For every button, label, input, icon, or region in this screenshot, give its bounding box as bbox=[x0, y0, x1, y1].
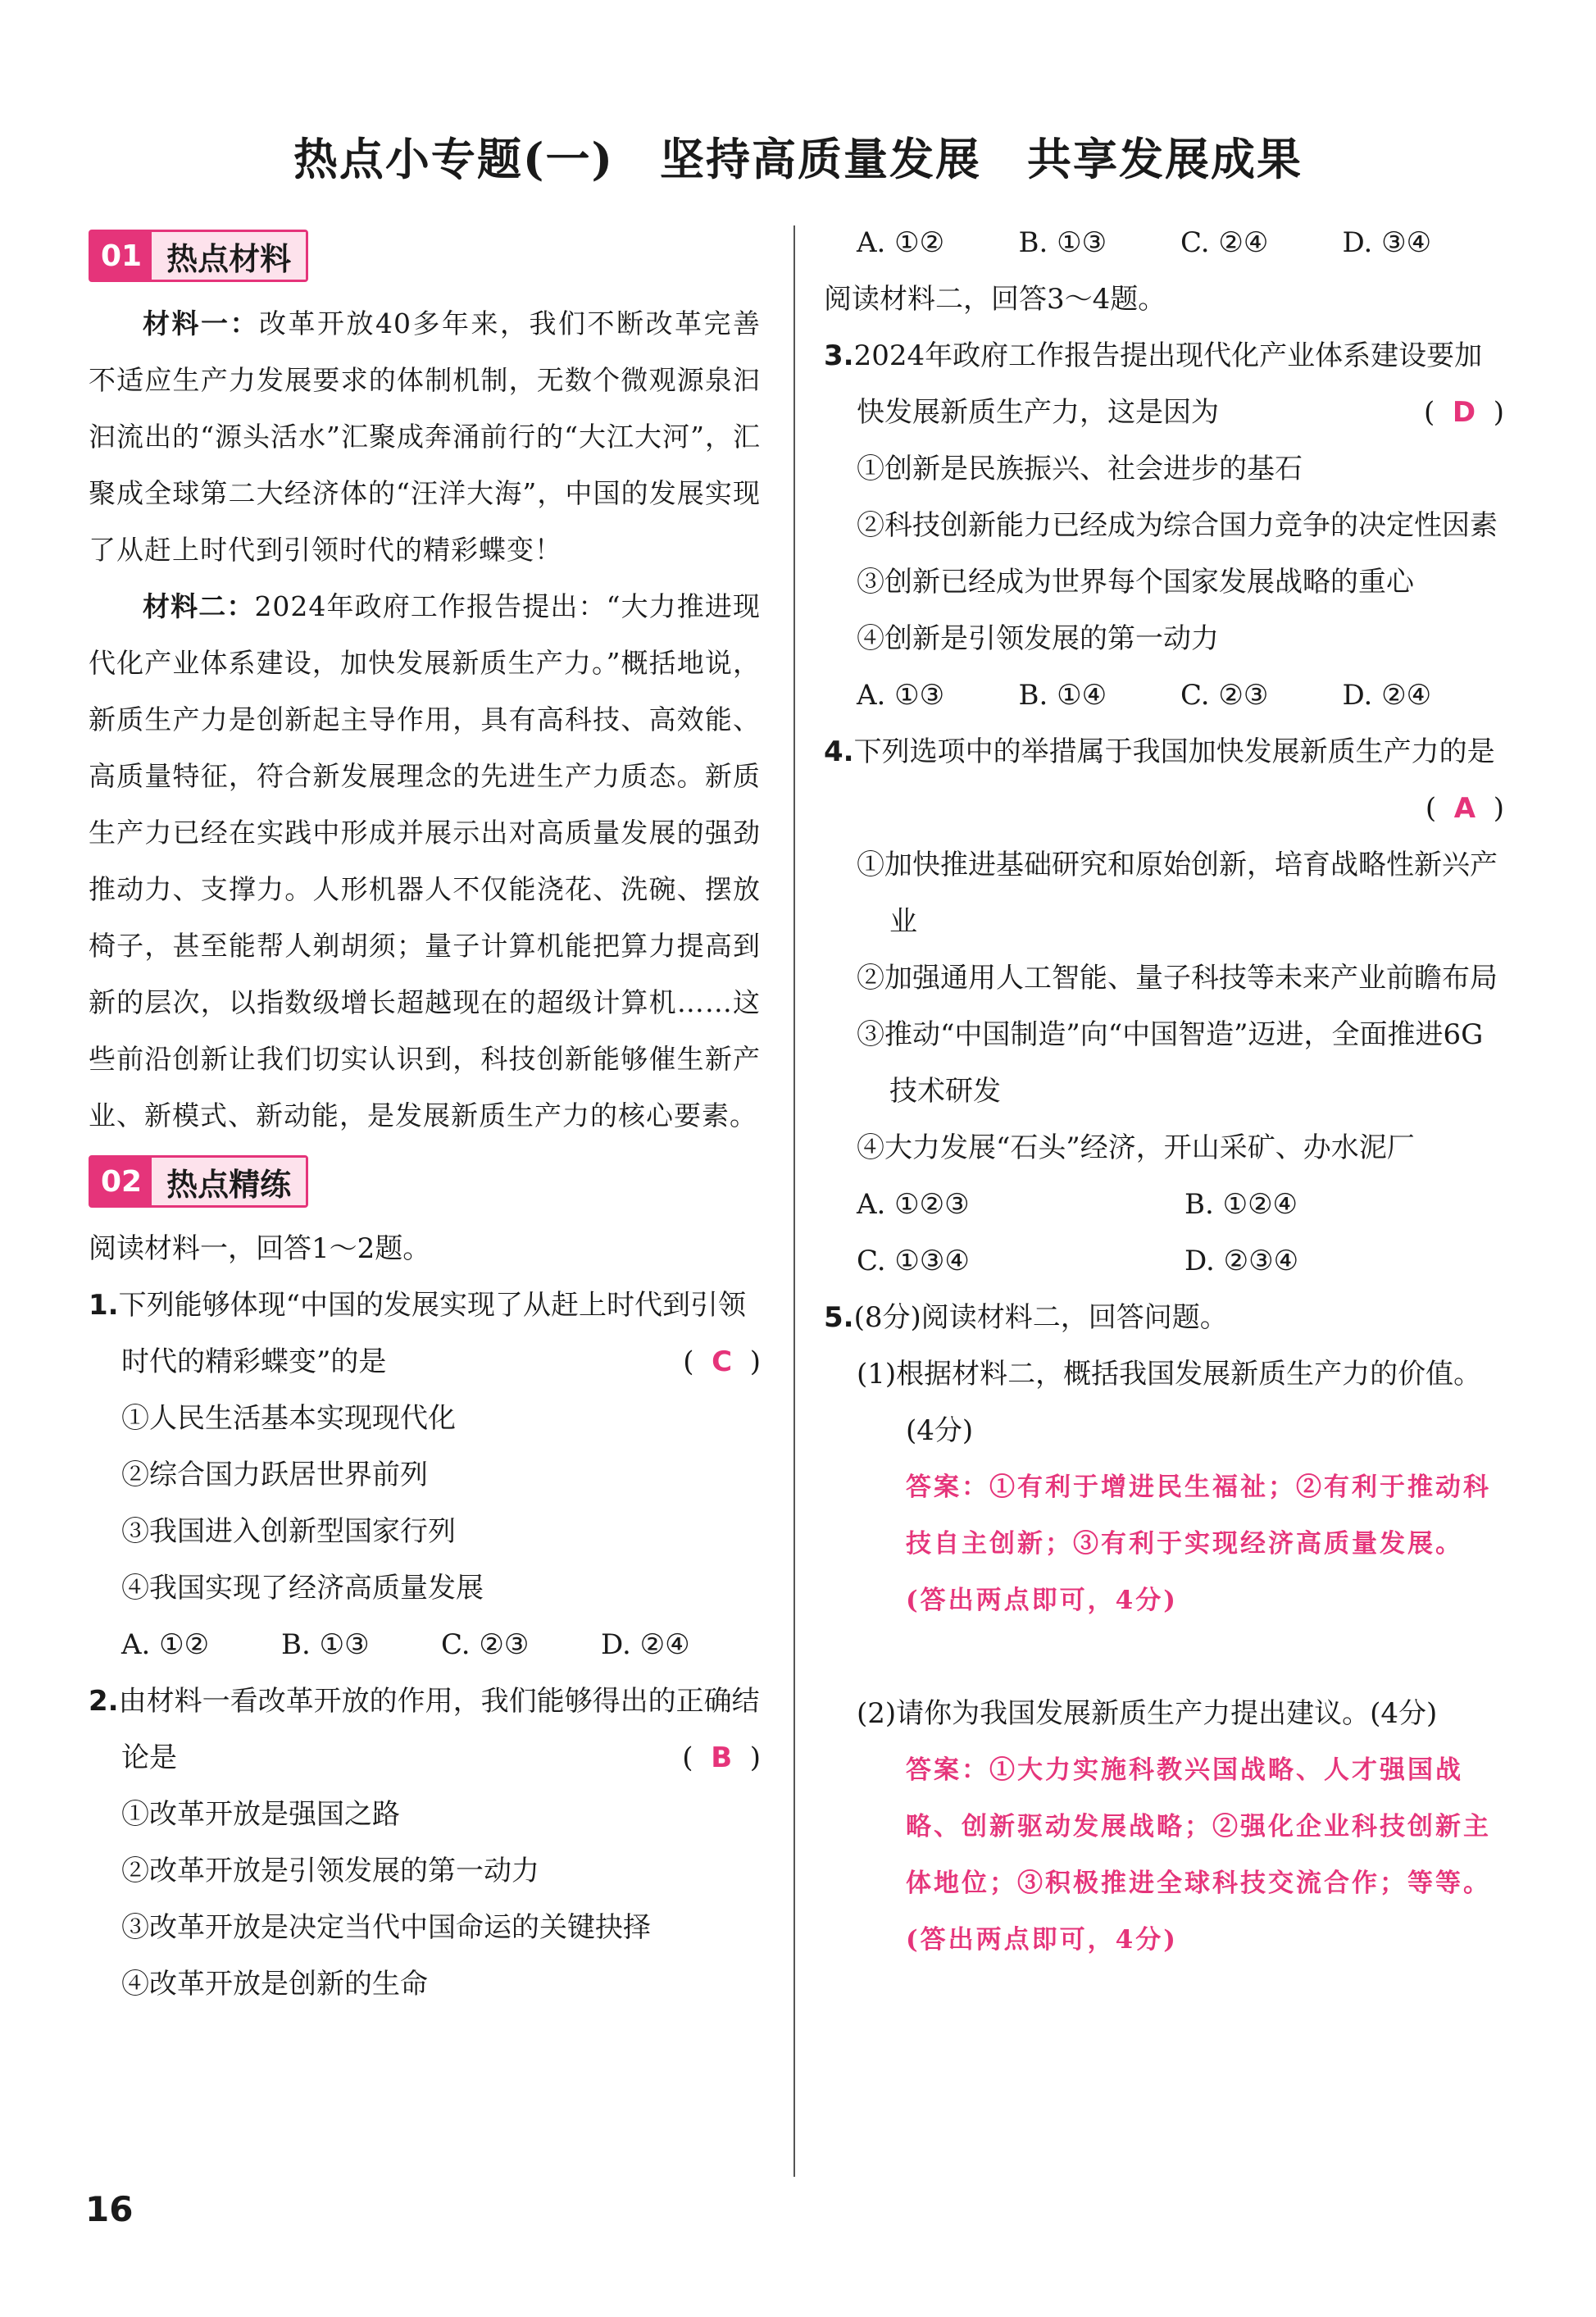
choice-row bbox=[824, 667, 1504, 724]
column-divider bbox=[793, 225, 795, 2177]
option-item: ②综合国力跃居世界前列 bbox=[121, 1459, 428, 1491]
choice-row bbox=[824, 215, 1504, 271]
question-number: 2. bbox=[89, 1685, 119, 1718]
section-header-materials bbox=[89, 230, 308, 282]
option-item: ①加快推进基础研究和原始创新，培育战略性新兴产业 bbox=[857, 849, 1498, 938]
option-item: ①改革开放是强国之路 bbox=[121, 1798, 400, 1831]
page-title: 热点小专题(一) 坚持高质量发展 共享发展成果 bbox=[293, 133, 1303, 185]
choice-b: B. ①②④ bbox=[1184, 1188, 1298, 1221]
material-one-label: 材料一： bbox=[143, 307, 259, 339]
section-label: 热点材料 bbox=[152, 232, 306, 280]
choice-d: D. ②④ bbox=[1342, 679, 1432, 712]
choice-c: C. ①③④ bbox=[857, 1245, 970, 1277]
section-number: 01 bbox=[91, 232, 152, 280]
question-4 bbox=[824, 724, 1504, 837]
question-stem: 下列选项中的举措属于我国加快发展新质生产力的是 bbox=[853, 735, 1495, 768]
page-number: 16 bbox=[85, 2189, 134, 2229]
choice-b: B. ①④ bbox=[1018, 679, 1107, 712]
right-column bbox=[824, 215, 1504, 1969]
section-label: 热点精练 bbox=[152, 1158, 306, 1205]
question-number: 1. bbox=[89, 1289, 119, 1322]
option-item: ④创新是引领发展的第一动力 bbox=[857, 622, 1219, 655]
question-number: 5. bbox=[824, 1301, 854, 1334]
choice-row bbox=[89, 1617, 761, 1673]
answer-letter: B bbox=[711, 1741, 733, 1774]
question-stem: 由材料一看改革开放的作用，我们能够得出的正确结论是 bbox=[118, 1685, 760, 1774]
option-item: ①创新是民族振兴、社会进步的基石 bbox=[857, 453, 1303, 485]
sub-question-2: (2)请你为我国发展新质生产力提出建议。(4分) bbox=[857, 1697, 1438, 1730]
reading-instruction: 阅读材料二，回答3～4题。 bbox=[824, 283, 1166, 316]
question-stem: 2024年政府工作报告提出现代化产业体系建设要加快发展新质生产力，这是因为 bbox=[853, 339, 1483, 429]
choice-grid bbox=[824, 1177, 1504, 1290]
question-number: 3. bbox=[824, 339, 854, 372]
answer-letter: A bbox=[1453, 792, 1476, 825]
choice-d: D. ②③④ bbox=[1184, 1245, 1299, 1277]
question-stem: 下列能够体现“中国的发展实现了从赶上时代到引领时代的精彩蝶变”的是 bbox=[118, 1289, 746, 1378]
answer-letter: C bbox=[712, 1345, 733, 1378]
choice-a: A. ①③ bbox=[857, 679, 945, 712]
answer-letter: D bbox=[1452, 396, 1476, 429]
answer-bracket: ( A ) bbox=[1425, 792, 1504, 825]
option-item: ②加强通用人工智能、量子科技等未来产业前瞻布局 bbox=[857, 962, 1498, 995]
question-5 bbox=[824, 1290, 1504, 1346]
material-two bbox=[89, 578, 761, 1144]
question-2 bbox=[89, 1673, 761, 1787]
answer-bracket: ( D ) bbox=[1423, 396, 1504, 429]
material-one bbox=[89, 295, 761, 578]
answer-bracket: ( C ) bbox=[683, 1345, 761, 1378]
answer-text-2: 答案：①大力实施科教兴国战略、人才强国战略、创新驱动发展战略；②强化企业科技创新主体地位；③积极推进全球科技交流合作；等等。(答出两点即可，4分) bbox=[906, 1755, 1491, 1955]
choice-a: A. ①②③ bbox=[857, 1188, 970, 1221]
option-item: ②科技创新能力已经成为综合国力竞争的决定性因素 bbox=[857, 509, 1498, 542]
option-item: ③改革开放是决定当代中国命运的关键抉择 bbox=[121, 1911, 651, 1944]
choice-d: D. ③④ bbox=[1342, 226, 1432, 259]
choice-c: C. ②③ bbox=[1180, 679, 1269, 712]
section-header-practice bbox=[89, 1155, 308, 1208]
question-number: 4. bbox=[824, 735, 854, 768]
section-number: 02 bbox=[91, 1158, 152, 1205]
answer-bracket: ( B ) bbox=[682, 1741, 761, 1774]
question-3 bbox=[824, 328, 1504, 441]
question-1 bbox=[89, 1277, 761, 1391]
option-item: ②改革开放是引领发展的第一动力 bbox=[121, 1855, 539, 1887]
choice-d: D. ②④ bbox=[601, 1628, 690, 1661]
material-one-text: 改革开放40多年来，我们不断改革完善不适应生产力发展要求的体制机制，无数个微观源泉汩汩流出的“源头活水”汇聚成奔涌前行的“大江大河”，汇聚成全球第二大经济体的“汪洋大海”，中国的发展实现了从赶上时代到引领时代的精彩蝶变！ bbox=[89, 307, 761, 566]
question-stem: (8分)阅读材料二，回答问题。 bbox=[853, 1301, 1228, 1334]
option-item: ③推动“中国制造”向“中国智造”迈进，全面推进6G技术研发 bbox=[857, 1018, 1484, 1108]
material-two-text: 2024年政府工作报告提出：“大力推进现代化产业体系建设，加快发展新质生产力。”概括地说，新质生产力是创新起主导作用，具有高科技、高效能、高质量特征，符合新发展理念的先进生产力质态。新质生产力已经在实践中形成并展示出对高质量发展的强劲推动力、支撑力。人形机器人不仅能浇花、洗碗、摆放椅子，甚至能帮人剃胡须；量子计算机能把算力提高到新的层次，以指数级增长超越现在的超级计算机……这些前沿创新让我们切实认识到，科技创新能够催生新产业、新模式、新动能，是发展新质生产力的核心要素。 bbox=[89, 590, 762, 1131]
option-item: ④改革开放是创新的生命 bbox=[121, 1968, 428, 2001]
sub-question-1: (1)根据材料二，概括我国发展新质生产力的价值。(4分) bbox=[857, 1358, 1482, 1447]
reading-instruction: 阅读材料一，回答1～2题。 bbox=[89, 1232, 431, 1265]
option-item: ③我国进入创新型国家行列 bbox=[121, 1515, 456, 1548]
left-column bbox=[89, 230, 761, 2013]
option-item: ①人民生活基本实现现代化 bbox=[121, 1402, 456, 1435]
option-item: ④大力发展“石头”经济，开山采矿、办水泥厂 bbox=[857, 1131, 1415, 1164]
choice-b: B. ①③ bbox=[1018, 226, 1107, 259]
choice-b: B. ①③ bbox=[281, 1628, 370, 1661]
option-item: ③创新已经成为世界每个国家发展战略的重心 bbox=[857, 566, 1414, 599]
material-two-label: 材料二： bbox=[143, 590, 255, 622]
choice-c: C. ②③ bbox=[441, 1628, 530, 1661]
choice-a: A. ①② bbox=[857, 226, 945, 259]
choice-c: C. ②④ bbox=[1180, 226, 1269, 259]
choice-a: A. ①② bbox=[121, 1628, 210, 1661]
option-item: ④我国实现了经济高质量发展 bbox=[121, 1572, 484, 1605]
answer-text-1: 答案：①有利于增进民生福祉；②有利于推动科技自主创新；③有利于实现经济高质量发展。(答出两点即可，4分) bbox=[906, 1473, 1491, 1615]
